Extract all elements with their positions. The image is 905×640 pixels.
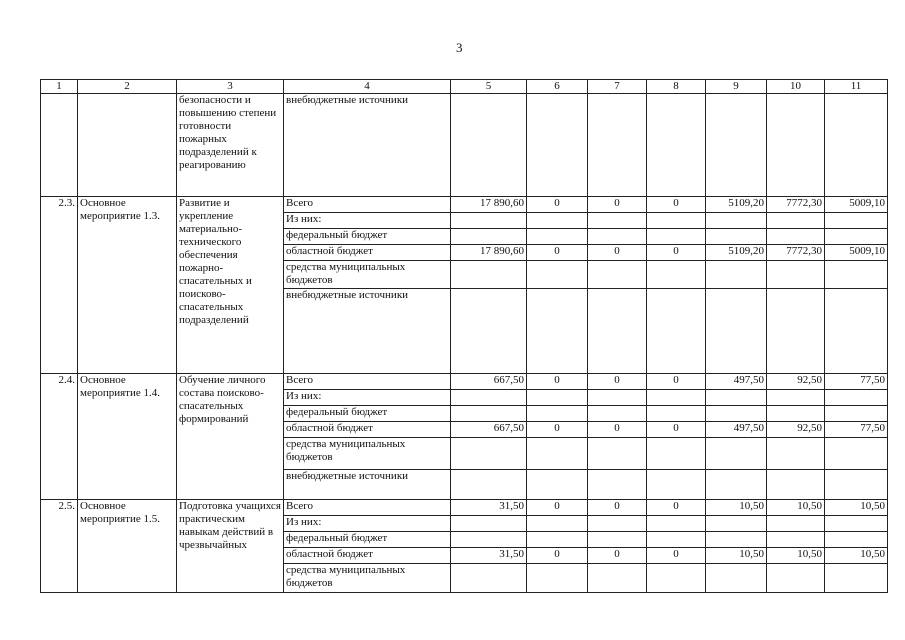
value-cell — [527, 516, 588, 532]
value-cell — [451, 289, 527, 374]
column-header: 7 — [588, 80, 647, 94]
funding-source-cell: федеральный бюджет — [284, 229, 451, 245]
column-header: 11 — [825, 80, 888, 94]
value-cell: 0 — [647, 422, 706, 438]
value-cell — [527, 213, 588, 229]
value-cell: 0 — [527, 374, 588, 390]
value-cell — [647, 438, 706, 470]
value-cell: 10,50 — [706, 500, 767, 516]
description-cell: Подготовка учащихся практическим навыкам действий в чрезвычайных — [177, 500, 284, 593]
value-cell: 0 — [647, 197, 706, 213]
value-cell — [767, 390, 825, 406]
value-cell — [767, 406, 825, 422]
value-cell — [451, 438, 527, 470]
value-cell — [647, 229, 706, 245]
funding-source-cell: областной бюджет — [284, 548, 451, 564]
value-cell: 77,50 — [825, 422, 888, 438]
value-cell: 0 — [527, 197, 588, 213]
value-cell: 667,50 — [451, 374, 527, 390]
value-cell — [588, 516, 647, 532]
value-cell: 5109,20 — [706, 245, 767, 261]
value-cell — [825, 470, 888, 500]
value-cell — [767, 532, 825, 548]
value-cell — [706, 532, 767, 548]
value-cell — [825, 213, 888, 229]
funding-source-cell: внебюджетные источники — [284, 94, 451, 197]
value-cell — [588, 438, 647, 470]
value-cell — [647, 406, 706, 422]
value-cell: 10,50 — [825, 548, 888, 564]
header-row — [41, 80, 888, 94]
value-cell: 10,50 — [767, 500, 825, 516]
value-cell — [825, 532, 888, 548]
row-number-cell — [41, 94, 78, 197]
value-cell: 31,50 — [451, 500, 527, 516]
value-cell: 7772,30 — [767, 197, 825, 213]
value-cell — [527, 390, 588, 406]
row-number-cell: 2.5. — [41, 500, 78, 593]
value-cell: 667,50 — [451, 422, 527, 438]
value-cell: 31,50 — [451, 548, 527, 564]
value-cell: 0 — [588, 374, 647, 390]
value-cell — [647, 470, 706, 500]
funding-source-cell: Из них: — [284, 390, 451, 406]
value-cell — [527, 289, 588, 374]
value-cell — [527, 438, 588, 470]
value-cell: 0 — [647, 245, 706, 261]
value-cell — [588, 532, 647, 548]
value-cell — [825, 261, 888, 289]
funding-source-cell: Из них: — [284, 516, 451, 532]
value-cell — [825, 289, 888, 374]
value-cell — [706, 390, 767, 406]
value-cell — [451, 564, 527, 593]
value-cell — [451, 94, 527, 197]
column-header: 8 — [647, 80, 706, 94]
value-cell — [451, 532, 527, 548]
value-cell: 0 — [527, 245, 588, 261]
value-cell — [767, 470, 825, 500]
value-cell: 497,50 — [706, 422, 767, 438]
value-cell — [706, 289, 767, 374]
value-cell — [647, 516, 706, 532]
value-cell — [527, 261, 588, 289]
value-cell: 0 — [588, 548, 647, 564]
funding-source-cell: средства муниципальных бюджетов — [284, 261, 451, 289]
value-cell: 5109,20 — [706, 197, 767, 213]
value-cell: 17 890,60 — [451, 197, 527, 213]
value-cell — [767, 289, 825, 374]
description-cell: Развитие и укрепление материально-технического обеспечения пожарно-спасательных и поисково-спасательных подразделений — [177, 197, 284, 374]
value-cell — [647, 261, 706, 289]
value-cell — [588, 390, 647, 406]
value-cell: 497,50 — [706, 374, 767, 390]
value-cell — [588, 470, 647, 500]
value-cell — [706, 564, 767, 593]
value-cell — [647, 532, 706, 548]
value-cell — [647, 390, 706, 406]
funding-source-cell: средства муниципальных бюджетов — [284, 564, 451, 593]
value-cell — [825, 229, 888, 245]
value-cell — [451, 390, 527, 406]
event-cell: Основное мероприятие 1.4. — [78, 374, 177, 500]
column-header: 1 — [41, 80, 78, 94]
funding-source-cell: Всего — [284, 197, 451, 213]
event-cell — [78, 94, 177, 197]
value-cell — [451, 406, 527, 422]
funding-source-cell: Всего — [284, 500, 451, 516]
value-cell — [527, 406, 588, 422]
funding-source-cell: областной бюджет — [284, 422, 451, 438]
value-cell — [588, 564, 647, 593]
budget-table — [40, 79, 888, 593]
value-cell — [825, 94, 888, 197]
value-cell — [527, 470, 588, 500]
value-cell: 0 — [527, 422, 588, 438]
description-cell: Обучение личного состава поисково-спасательных формирований — [177, 374, 284, 500]
value-cell — [767, 229, 825, 245]
value-cell: 10,50 — [767, 548, 825, 564]
value-cell — [451, 229, 527, 245]
value-cell: 5009,10 — [825, 245, 888, 261]
value-cell — [706, 261, 767, 289]
value-cell — [706, 213, 767, 229]
value-cell — [588, 94, 647, 197]
value-cell — [767, 261, 825, 289]
column-header: 9 — [706, 80, 767, 94]
value-cell — [451, 261, 527, 289]
value-cell — [706, 229, 767, 245]
column-header: 4 — [284, 80, 451, 94]
event-cell: Основное мероприятие 1.5. — [78, 500, 177, 593]
value-cell: 0 — [527, 500, 588, 516]
value-cell — [588, 213, 647, 229]
value-cell: 0 — [527, 548, 588, 564]
funding-source-cell: средства муниципальных бюджетов — [284, 438, 451, 470]
value-cell — [825, 406, 888, 422]
value-cell: 0 — [647, 374, 706, 390]
value-cell — [767, 213, 825, 229]
value-cell — [588, 406, 647, 422]
value-cell — [527, 229, 588, 245]
value-cell — [825, 438, 888, 470]
value-cell — [767, 438, 825, 470]
column-header: 3 — [177, 80, 284, 94]
value-cell: 0 — [647, 548, 706, 564]
description-cell: безопасности и повышению степени готовности пожарных подразделений к реагированию — [177, 94, 284, 197]
column-header: 6 — [527, 80, 588, 94]
value-cell — [527, 532, 588, 548]
row-number-cell: 2.4. — [41, 374, 78, 500]
funding-source-cell: Всего — [284, 374, 451, 390]
column-header: 10 — [767, 80, 825, 94]
value-cell: 0 — [588, 500, 647, 516]
value-cell — [527, 94, 588, 197]
value-cell — [451, 470, 527, 500]
value-cell: 0 — [588, 422, 647, 438]
value-cell — [825, 516, 888, 532]
value-cell — [647, 564, 706, 593]
funding-source-cell: федеральный бюджет — [284, 406, 451, 422]
value-cell: 0 — [647, 500, 706, 516]
value-cell — [767, 516, 825, 532]
event-cell: Основное мероприятие 1.3. — [78, 197, 177, 374]
row-number-cell: 2.3. — [41, 197, 78, 374]
table-row — [41, 197, 888, 213]
funding-source-cell: федеральный бюджет — [284, 532, 451, 548]
value-cell — [706, 470, 767, 500]
value-cell: 92,50 — [767, 422, 825, 438]
value-cell — [706, 94, 767, 197]
column-header: 5 — [451, 80, 527, 94]
value-cell — [767, 564, 825, 593]
value-cell: 7772,30 — [767, 245, 825, 261]
value-cell — [647, 94, 706, 197]
value-cell — [767, 94, 825, 197]
value-cell — [588, 289, 647, 374]
value-cell — [647, 289, 706, 374]
value-cell — [706, 406, 767, 422]
value-cell: 17 890,60 — [451, 245, 527, 261]
value-cell — [451, 213, 527, 229]
value-cell — [588, 261, 647, 289]
value-cell — [825, 564, 888, 593]
funding-source-cell: внебюджетные источники — [284, 470, 451, 500]
value-cell: 92,50 — [767, 374, 825, 390]
value-cell: 0 — [588, 245, 647, 261]
column-header: 2 — [78, 80, 177, 94]
value-cell — [527, 564, 588, 593]
value-cell — [451, 516, 527, 532]
funding-source-cell: областной бюджет — [284, 245, 451, 261]
value-cell — [647, 213, 706, 229]
value-cell — [706, 516, 767, 532]
continuation-row — [41, 94, 888, 197]
value-cell: 10,50 — [825, 500, 888, 516]
value-cell: 10,50 — [706, 548, 767, 564]
value-cell: 77,50 — [825, 374, 888, 390]
value-cell: 5009,10 — [825, 197, 888, 213]
value-cell: 0 — [588, 197, 647, 213]
value-cell — [825, 390, 888, 406]
table-row — [41, 500, 888, 516]
funding-source-cell: Из них: — [284, 213, 451, 229]
funding-source-cell: внебюджетные источники — [284, 289, 451, 374]
page-number: 3 — [456, 40, 463, 55]
table-row — [41, 374, 888, 390]
value-cell — [588, 229, 647, 245]
value-cell — [706, 438, 767, 470]
